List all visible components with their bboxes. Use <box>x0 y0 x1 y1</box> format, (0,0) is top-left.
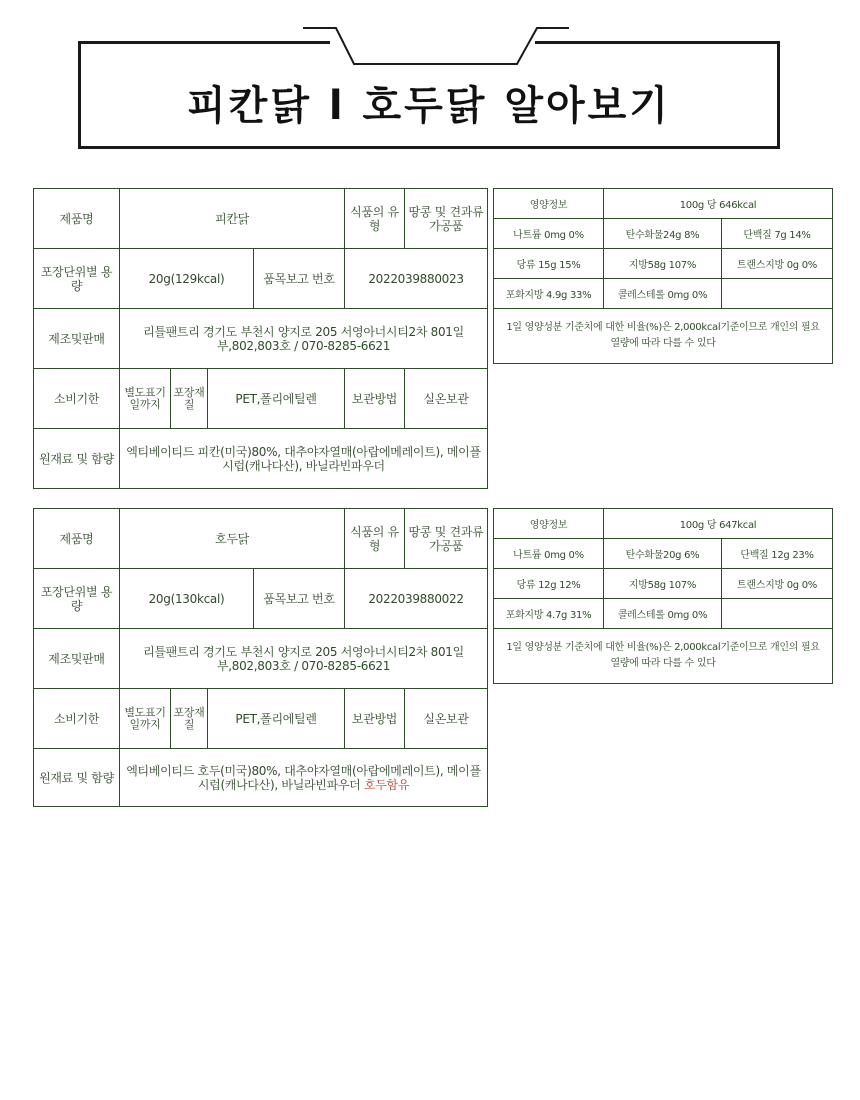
nutrition-header-label: 영양정보 <box>494 509 604 539</box>
nutrition-cell: 콜레스테롤 0mg 0% <box>604 279 722 309</box>
nutrition-cell: 나트륨 0mg 0% <box>494 539 604 569</box>
product-spec-table-1 <box>33 188 488 489</box>
nutrition-cell: 지방58g 107% <box>604 569 722 599</box>
ingredients-value: 엑티베이티드 호두(미국)80%, 대추야자열매(아랍에메레이트), 메이플시럽(캐나다산), 바닐라빈파우더 <box>126 763 481 792</box>
nutrition-cell: 당류 12g 12% <box>494 569 604 599</box>
expiry-value: 별도표기 일까지 <box>120 689 171 749</box>
packaging-value: PET,폴리에틸렌 <box>208 689 345 749</box>
nutrition-cell: 나트륨 0mg 0% <box>494 219 604 249</box>
label-food-type: 식품의 유형 <box>345 509 405 569</box>
label-maker: 제조및판매 <box>34 629 120 689</box>
label-report-number: 품목보고 번호 <box>254 249 345 309</box>
capacity-value: 20g(129kcal) <box>120 249 254 309</box>
nutrition-cell: 포화지방 4.7g 31% <box>494 599 604 629</box>
label-product-name: 제품명 <box>34 509 120 569</box>
expiry-value: 별도표기 일까지 <box>120 369 171 429</box>
nutrition-cell: 트랜스지방 0g 0% <box>722 249 833 279</box>
nutrition-cell: 트랜스지방 0g 0% <box>722 569 833 599</box>
ingredients-value: 엑티베이티드 피칸(미국)80%, 대추야자열매(아랍에메레이트), 메이플시럽(캐나다산), 바닐라빈파우더 <box>126 444 481 473</box>
storage-value: 실온보관 <box>405 369 488 429</box>
nutrition-header-value: 100g 당 647kcal <box>604 509 833 539</box>
nutrition-header-label: 영양정보 <box>494 189 604 219</box>
nutrition-header-value: 100g 당 646kcal <box>604 189 833 219</box>
food-type-value: 땅콩 및 견과류가공품 <box>405 509 488 569</box>
label-expiry: 소비기한 <box>34 369 120 429</box>
label-packaging: 포장재 질 <box>171 689 208 749</box>
title-banner <box>0 0 860 170</box>
nutrition-cell: 지방58g 107% <box>604 249 722 279</box>
packaging-value: PET,폴리에틸렌 <box>208 369 345 429</box>
maker-value: 리틀팬트리 경기도 부천시 양지로 205 서영아너시티2차 801일부,802,803호 / 070-8285-6621 <box>120 629 488 689</box>
nutrition-table-2 <box>493 508 833 684</box>
product-name-value: 호두닭 <box>120 509 345 569</box>
ingredients-cell <box>120 429 488 489</box>
label-maker: 제조및판매 <box>34 309 120 369</box>
label-capacity: 포장단위별 용량 <box>34 569 120 629</box>
nutrition-cell: 단백질 12g 23% <box>722 539 833 569</box>
label-report-number: 품목보고 번호 <box>254 569 345 629</box>
nutrition-note: 1일 영양성분 기준치에 대한 비율(%)은 2,000kcal기준이므로 개인의 필요 열량에 따라 다를 수 있다 <box>494 629 833 684</box>
label-expiry: 소비기한 <box>34 689 120 749</box>
ingredients-cell <box>120 749 488 807</box>
nutrition-table-1 <box>493 188 833 364</box>
page-title: 피칸닭 l 호두닭 알아보기 <box>187 83 671 129</box>
nutrition-cell: 포화지방 4.9g 33% <box>494 279 604 309</box>
product-spec-table-2 <box>33 508 488 807</box>
report-number-value: 2022039880022 <box>345 569 488 629</box>
storage-value: 실온보관 <box>405 689 488 749</box>
label-ingredients: 원재료 및 함량 <box>34 429 120 489</box>
food-type-value: 땅콩 및 견과류가공품 <box>405 189 488 249</box>
label-capacity: 포장단위별 용량 <box>34 249 120 309</box>
product-name-value: 피칸닭 <box>120 189 345 249</box>
nutrition-cell: 탄수화물20g 6% <box>604 539 722 569</box>
label-product-name: 제품명 <box>34 189 120 249</box>
label-storage: 보관방법 <box>345 369 405 429</box>
capacity-value: 20g(130kcal) <box>120 569 254 629</box>
nutrition-cell: 콜레스테롤 0mg 0% <box>604 599 722 629</box>
nutrition-cell: 단백질 7g 14% <box>722 219 833 249</box>
maker-value: 리틀팬트리 경기도 부천시 양지로 205 서영아너시티2차 801일부,802,803호 / 070-8285-6621 <box>120 309 488 369</box>
allergen-note: 호두함유 <box>363 777 410 792</box>
label-packaging: 포장재 질 <box>171 369 208 429</box>
nutrition-cell <box>722 279 833 309</box>
label-food-type: 식품의 유형 <box>345 189 405 249</box>
report-number-value: 2022039880023 <box>345 249 488 309</box>
label-storage: 보관방법 <box>345 689 405 749</box>
label-ingredients: 원재료 및 함량 <box>34 749 120 807</box>
nutrition-note: 1일 영양성분 기준치에 대한 비율(%)은 2,000kcal기준이므로 개인의 필요 열량에 따라 다를 수 있다 <box>494 309 833 364</box>
nutrition-cell: 탄수화물24g 8% <box>604 219 722 249</box>
nutrition-cell: 당류 15g 15% <box>494 249 604 279</box>
nutrition-cell <box>722 599 833 629</box>
